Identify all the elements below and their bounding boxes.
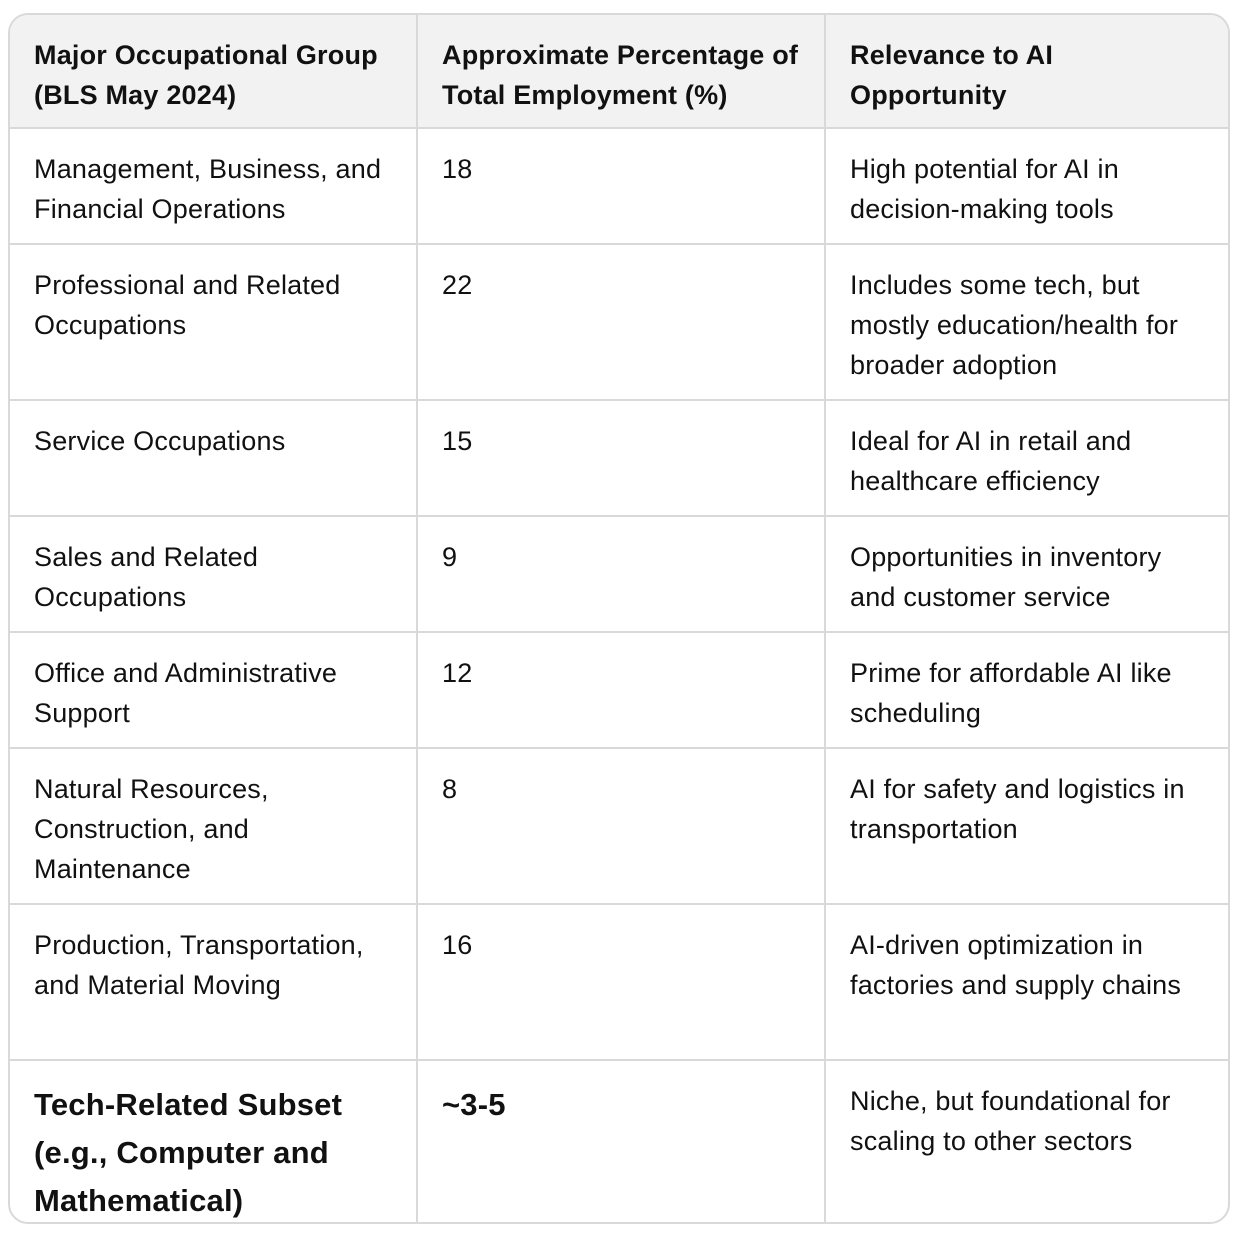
occupation-table-container [8, 13, 1230, 1224]
table-body [10, 128, 1228, 1224]
cell-percent: 16 [417, 904, 825, 1060]
cell-relevance: Niche, but foundational for scaling to other sectors [850, 1086, 1171, 1156]
cell-relevance: AI for safety and logistics in transportation [825, 748, 1228, 904]
cell-relevance: Opportunities in inventory and customer service [825, 516, 1228, 632]
header-employment-percentage: Approximate Percentage of Total Employment (%) [417, 15, 825, 128]
table-row [10, 904, 1228, 1060]
cell-percent: 18 [417, 128, 825, 244]
header-occupational-group: Major Occupational Group (BLS May 2024) [10, 15, 417, 128]
table-row [10, 632, 1228, 748]
cell-group: Professional and Related Occupations [10, 244, 417, 400]
cell-percent: 22 [417, 244, 825, 400]
cell-relevance: AI-driven optimization in factories and supply chains [825, 904, 1228, 1060]
cell-group: Service Occupations [10, 400, 417, 516]
table-row [10, 128, 1228, 244]
cell-group: Production, Transportation, and Material Moving [10, 904, 417, 1060]
cell-group: Management, Business, and Financial Operations [10, 128, 417, 244]
cell-percent: 15 [417, 400, 825, 516]
cell-relevance: High potential for AI in decision-making tools [825, 128, 1228, 244]
cell-group: Natural Resources, Construction, and Maintenance [10, 748, 417, 904]
cell-group: Tech-Related Subset (e.g., Computer and Mathematical) [10, 1060, 417, 1224]
table-row [10, 244, 1228, 400]
table-header [10, 15, 1228, 128]
header-row [10, 15, 1228, 128]
cell-relevance: Prime for affordable AI like scheduling [825, 632, 1228, 748]
table-row [10, 516, 1228, 632]
header-ai-relevance: Relevance to AI Opportunity [825, 15, 1228, 128]
table-row [10, 400, 1228, 516]
cell-relevance: Includes some tech, but mostly education/health for broader adoption [825, 244, 1228, 400]
table-row [10, 748, 1228, 904]
cell-relevance: Ideal for AI in retail and healthcare efficiency [825, 400, 1228, 516]
cell-group: Office and Administrative Support [10, 632, 417, 748]
cell-percent: 12 [417, 632, 825, 748]
table-row [10, 1060, 1228, 1224]
cell-percent: 8 [417, 748, 825, 904]
cell-percent: 9 [417, 516, 825, 632]
occupation-table [10, 15, 1228, 1224]
cell-percent: ~3-5 [417, 1060, 825, 1224]
cell-group: Sales and Related Occupations [10, 516, 417, 632]
